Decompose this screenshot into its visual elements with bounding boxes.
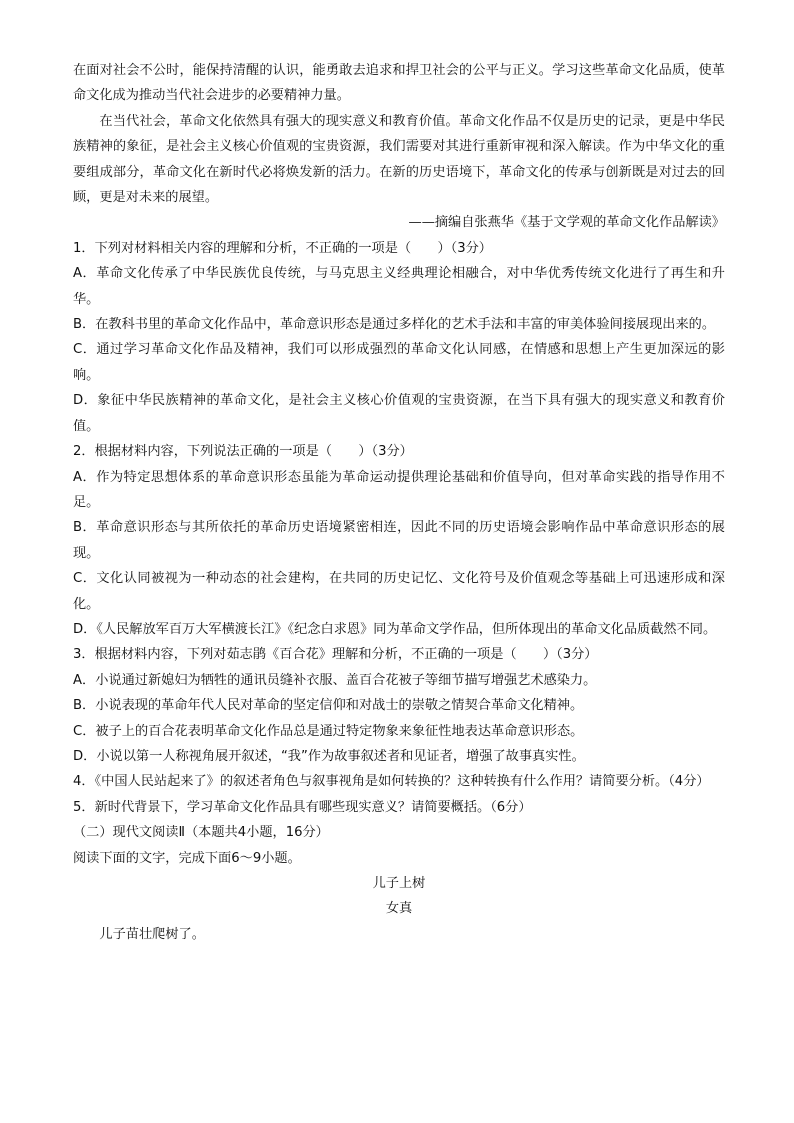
question-3 xyxy=(73,642,725,769)
question-stem: 1．下列对材料相关内容的理解和分析，不正确的一项是（ ）（3分） xyxy=(73,240,492,256)
option-a: A．革命文化传承了中华民族优良传统，与马克思主义经典理论相融合，对中华优秀传统文化进行了再生和升华。 xyxy=(73,266,725,307)
option-b: B．革命意识形态与其所依托的革命历史语境紧密相连，因此不同的历史语境会影响作品中革命意识形态的展现。 xyxy=(73,520,725,561)
passage-paragraph-1: 在面对社会不公时，能保持清醒的认识，能勇敢去追求和捍卫社会的公平与正义。学习这些革命文化品质，使革命文化成为推动当代社会进步的必要精神力量。 xyxy=(73,63,725,104)
question-stem: 3．根据材料内容，下列对茹志鹃《百合花》理解和分析，不正确的一项是（ ）（3分） xyxy=(73,647,598,663)
option-d: D．小说以第一人称视角展开叙述，“我”作为故事叙述者和见证者，增强了故事真实性。 xyxy=(73,748,585,764)
option-d: D．《人民解放军百万大军横渡长江》《纪念白求恩》同为革命文学作品，但所体现出的革命文化品质截然不同。 xyxy=(73,621,717,637)
story-title: 儿子上树 xyxy=(372,876,426,891)
passage-paragraph-2: 在当代社会，革命文化依然具有强大的现实意义和教育价值。革命文化作品不仅是历史的记录，更是中华民族精神的象征，是社会主义核心价值观的宝贵资源，我们需要对其进行重新审视和深入解读。作为中华文化的重要组成部分，革命文化在新时代必将焕发新的活力。在新的历史语境下，革命文化的传承与创新既是对过去的回顾，更是对未来的展望。 xyxy=(73,113,725,206)
option-c: C．通过学习革命文化作品及精神，我们可以形成强烈的革命文化认同感，在情感和思想上产生更加深远的影响。 xyxy=(73,342,725,383)
option-d: D．象征中华民族精神的革命文化，是社会主义核心价值观的宝贵资源，在当下具有强大的现实意义和教育价值。 xyxy=(73,393,725,434)
question-stem: 2．根据材料内容，下列说法正确的一项是（ ）（3分） xyxy=(73,444,413,460)
question-5: 5．新时代背景下，学习革命文化作品具有哪些现实意义？请简要概括。（6分） xyxy=(73,799,532,815)
section-heading: （二）现代文阅读Ⅱ（本题共4小题，16分） xyxy=(73,825,329,841)
passage-source: ——摘编自张燕华《基于文学观的革命文化作品解读》 xyxy=(408,215,725,231)
question-1 xyxy=(73,236,725,439)
option-c: C．文化认同被视为一种动态的社会建构，在共同的历史记忆、文化符号及价值观念等基础上可迅速形成和深化。 xyxy=(73,571,725,612)
exam-page xyxy=(73,58,725,947)
option-b: B．在教科书里的革命文化作品中，革命意识形态是通过多样化的艺术手法和丰富的审美体验间接展现出来的。 xyxy=(73,317,716,333)
option-a: A．小说通过新媳妇为牺牲的通讯员缝补衣服、盖百合花被子等细节描写增强艺术感染力。 xyxy=(73,672,597,688)
question-4: 4．《中国人民站起来了》的叙述者角色与叙事视角是如何转换的？这种转换有什么作用？请简要分析。（4分） xyxy=(73,774,710,790)
option-c: C．被子上的百合花表明革命文化作品总是通过特定物象来象征性地表达革命意识形态。 xyxy=(73,723,584,739)
question-2 xyxy=(73,439,725,642)
story-first-line: 儿子苗壮爬树了。 xyxy=(99,926,205,942)
option-a: A．作为特定思想体系的革命意识形态虽能为革命运动提供理论基础和价值导向，但对革命实践的指导作用不足。 xyxy=(73,469,725,510)
section-instruction: 阅读下面的文字，完成下面6～9小题。 xyxy=(73,850,301,866)
option-b: B．小说表现的革命年代人民对革命的坚定信仰和对战士的崇敬之情契合革命文化精神。 xyxy=(73,698,584,714)
story-author: 女真 xyxy=(385,901,413,917)
